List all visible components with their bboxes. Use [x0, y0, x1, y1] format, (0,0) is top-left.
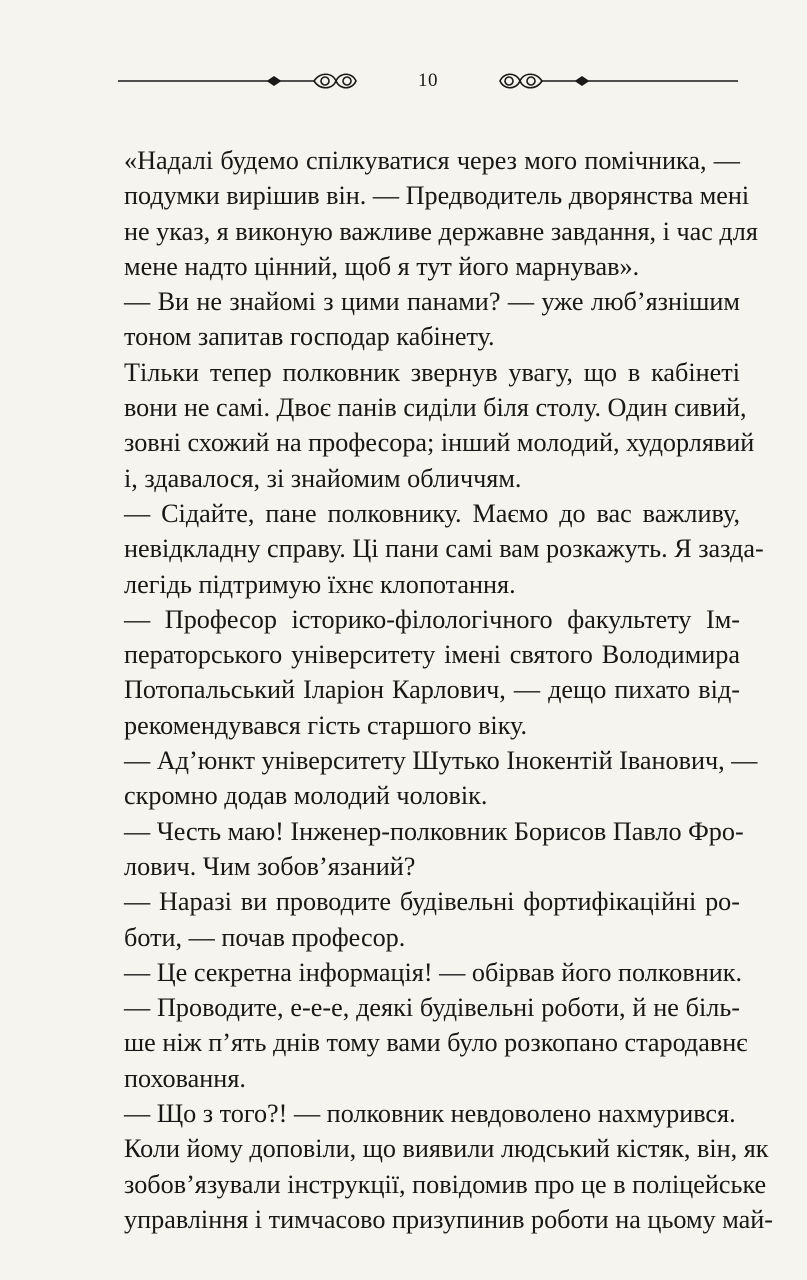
- paragraph: [124, 990, 748, 1096]
- running-header: [118, 60, 738, 104]
- paragraph: [124, 602, 740, 743]
- text-line: вони не самі. Двоє панів сиділи біля столу. Один сивий,: [124, 393, 747, 423]
- text-line: Тільки тепер полковник звернув увагу, що в кабінеті: [124, 357, 740, 387]
- text-line: — Що з того?! — полковник невдоволено нахмурився.: [124, 1099, 736, 1129]
- paragraph: [124, 884, 740, 955]
- text-line: поховання.: [124, 1063, 246, 1093]
- paragraph: [124, 496, 764, 602]
- paragraph: [124, 814, 744, 885]
- text-line: Потопальський Іларіон Карлович, — дещо пихато від-: [124, 675, 740, 705]
- text-line: легідь підтримую їхнє клопотання.: [124, 569, 516, 599]
- text-line: лович. Чим зобов’язаний?: [124, 851, 416, 881]
- paragraph: [124, 955, 743, 990]
- text-line: і, здавалося, зі знайомим обличчям.: [124, 463, 522, 493]
- text-line: — Це секретна інформація! — обірвав його полковник.: [124, 957, 743, 987]
- text-line: — Проводите, е-е-е, деякі будівельні роботи, й не біль-: [124, 993, 740, 1023]
- text-line: мене надто цінний, щоб я тут його марнував».: [124, 251, 640, 281]
- text-line: невідкладну справу. Ці пани самі вам розкажуть. Я зазда-: [124, 534, 764, 564]
- text-line: — Честь маю! Інженер-полковник Борисов Павло Фро-: [124, 816, 744, 846]
- paragraph: [124, 743, 758, 814]
- text-line: Коли йому доповіли, що виявили людський кістяк, він, як: [124, 1134, 769, 1164]
- text-line: тоном запитав господар кабінету.: [124, 322, 495, 352]
- text-line: скромно додав молодий чоловік.: [124, 781, 488, 811]
- text-line: — Ви не знайомі з цими панами? — уже люб’язнішим: [124, 287, 740, 317]
- text-line: «Надалі будемо спілкуватися через мого помічника, —: [124, 146, 740, 175]
- page-number: 10: [418, 70, 438, 91]
- body-text: [124, 143, 773, 1237]
- paragraph: [124, 1131, 773, 1237]
- text-line: не указ, я виконую важливе державне завдання, і час для: [124, 216, 758, 246]
- text-line: боти, — почав професор.: [124, 922, 406, 952]
- paragraph: [124, 355, 755, 496]
- text-line: — Професор історико-філологічного факультету Ім-: [124, 604, 740, 634]
- paragraph: [124, 1096, 740, 1131]
- paragraph: [124, 143, 758, 284]
- text-line: рекомендувався гість старшого віку.: [124, 710, 528, 740]
- text-line: зовні схожий на професора; інший молодий, худорлявий: [124, 428, 755, 458]
- text-line: — Сідайте, пане полковнику. Маємо до вас важливу,: [124, 498, 740, 528]
- text-line: ше ніж п’ять днів тому вами було розкопано стародавнє: [124, 1028, 748, 1058]
- text-line: подумки вирішив він. — Предводитель дворянства мені: [124, 181, 750, 211]
- text-line: управління і тимчасово призупинив роботи на цьому май-: [124, 1204, 773, 1234]
- text-line: зобов’язували інструкції, повідомив про це в поліцейське: [124, 1169, 767, 1199]
- text-line: — Наразі ви проводите будівельні фортифікаційні ро-: [124, 887, 740, 917]
- text-line: — Ад’юнкт університету Шутько Інокентій Іванович, —: [124, 746, 758, 776]
- paragraph: [124, 284, 740, 355]
- text-line: ператорського університету імені святого Володимира: [124, 640, 740, 670]
